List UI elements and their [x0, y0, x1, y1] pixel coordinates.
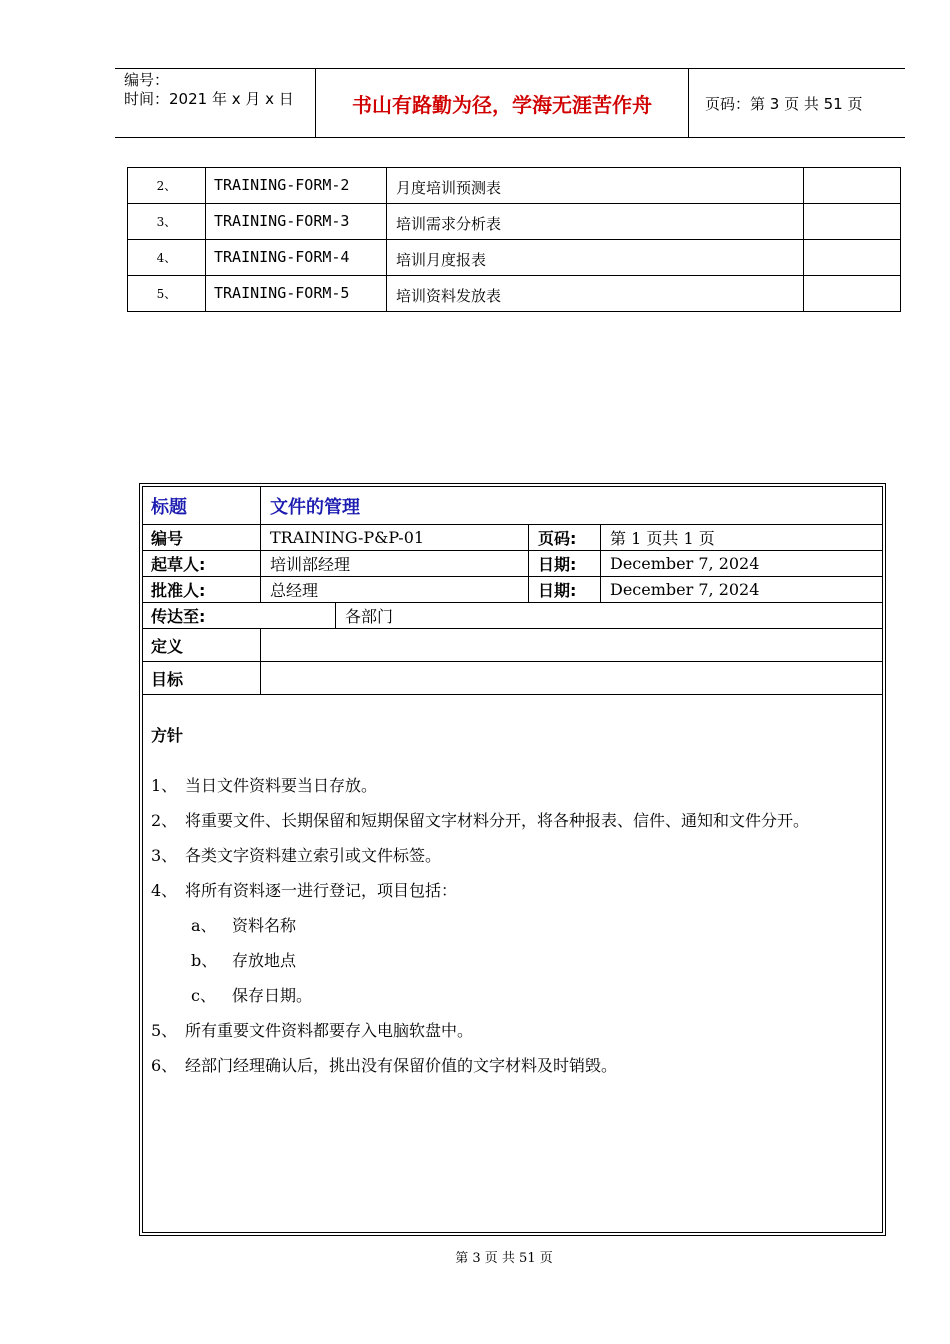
item-number: 1、 — [151, 776, 178, 795]
form-name: 培训资料发放表 — [387, 276, 804, 312]
goal-label: 目标 — [151, 669, 184, 689]
distribute-row — [143, 603, 882, 629]
policy-document-inner — [142, 486, 883, 1233]
header-page-label — [697, 69, 905, 137]
item-number: 6、 — [151, 1056, 178, 1075]
form-code: TRAINING-FORM-2 — [206, 168, 387, 204]
item-text: 各类文字资料建立索引或文件标签。 — [185, 846, 442, 865]
form-note — [804, 276, 901, 312]
draft-date-value: December 7, 2024 — [600, 551, 882, 576]
item-number: c、 — [191, 986, 216, 1005]
item-text: 存放地点 — [232, 951, 297, 970]
form-note — [804, 168, 901, 204]
drafter-value: 培训部经理 — [260, 551, 528, 576]
form-name: 培训月度报表 — [387, 240, 804, 276]
drafter-label: 起草人: — [151, 555, 206, 574]
item-text: 经部门经理确认后，挑出没有保留价值的文字材料及时销毁。 — [185, 1056, 618, 1075]
approver-value: 总经理 — [260, 577, 528, 602]
approver-row — [143, 577, 882, 603]
form-code: TRAINING-FORM-3 — [206, 204, 387, 240]
form-code: TRAINING-FORM-4 — [206, 240, 387, 276]
page-footer: 第 3 页 共 51 页 — [455, 1251, 553, 1266]
item-text: 将所有资料逐一进行登记，项目包括： — [185, 881, 458, 900]
form-note — [804, 204, 901, 240]
policy-document — [139, 483, 886, 1236]
page-value: 第 1 页共 1 页 — [600, 525, 882, 550]
row-index: 4、 — [128, 240, 206, 276]
item-number: b、 — [191, 951, 218, 970]
draft-date-label: 日期: — [528, 551, 600, 576]
item-text: 当日文件资料要当日存放。 — [185, 776, 378, 795]
header-motto: 书山有路勤为径，学海无涯苦作舟 — [316, 69, 689, 137]
item-number: 3、 — [151, 846, 178, 865]
header-meta — [115, 69, 316, 137]
item-number: a、 — [191, 916, 217, 935]
item-number: 4、 — [151, 881, 178, 900]
row-index: 5、 — [128, 276, 206, 312]
number-row — [143, 525, 882, 551]
form-code: TRAINING-FORM-5 — [206, 276, 387, 312]
approve-date-label: 日期: — [528, 577, 600, 602]
form-name: 培训需求分析表 — [387, 204, 804, 240]
drafter-row — [143, 551, 882, 577]
table-row — [128, 168, 901, 204]
page-label: 页码: — [528, 525, 600, 550]
policy-title: 方针 — [151, 726, 184, 745]
header-page-text: 页码：第 3 页 共 51 页 — [705, 94, 863, 113]
row-index: 3、 — [128, 204, 206, 240]
title-row — [143, 487, 882, 525]
approver-label: 批准人: — [151, 581, 206, 600]
title-label: 标题 — [151, 496, 187, 518]
item-text: 资料名称 — [232, 916, 297, 935]
table-row — [128, 204, 901, 240]
definition-row — [143, 629, 882, 662]
title-value: 文件的管理 — [260, 487, 882, 524]
definition-value — [260, 629, 882, 661]
item-text: 所有重要文件资料都要存入电脑软盘中。 — [185, 1021, 474, 1040]
item-text: 保存日期。 — [232, 986, 313, 1005]
distribute-value: 各部门 — [335, 603, 882, 628]
forms-table — [127, 167, 901, 312]
page-header — [115, 68, 905, 138]
table-row — [128, 276, 901, 312]
approve-date-value: December 7, 2024 — [600, 577, 882, 602]
item-number: 2、 — [151, 811, 178, 830]
definition-label: 定义 — [151, 636, 184, 656]
item-number: 5、 — [151, 1021, 178, 1040]
number-value: TRAINING-P&P-01 — [260, 525, 528, 550]
row-index: 2、 — [128, 168, 206, 204]
goal-row — [143, 662, 882, 695]
item-text: 将重要文件、长期保留和短期保留文字材料分开，将各种报表、信件、通知和文件分开。 — [185, 811, 810, 830]
form-name: 月度培训预测表 — [387, 168, 804, 204]
header-number-label: 编号： — [124, 71, 170, 89]
number-label: 编号 — [151, 529, 184, 548]
goal-value — [260, 662, 882, 694]
header-time-label: 时间：2021 年 x 月 x 日 — [124, 90, 294, 108]
distribute-label: 传达至: — [151, 607, 206, 626]
table-row — [128, 240, 901, 276]
form-note — [804, 240, 901, 276]
